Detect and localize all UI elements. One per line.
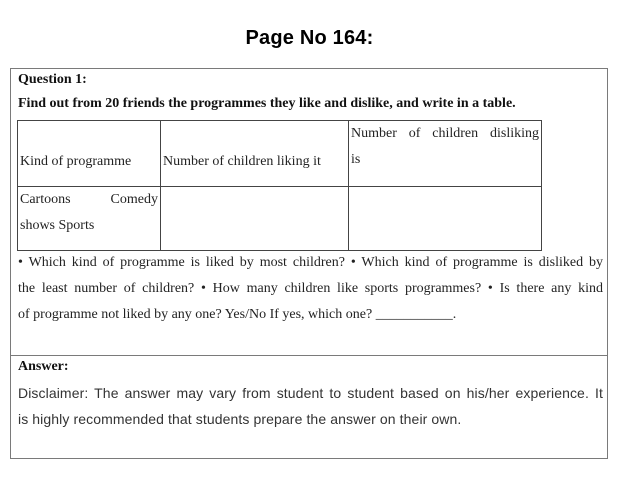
question-text: Find out from 20 friends the programmes they like and dislike, and write in a table.: [18, 96, 516, 111]
header-kind-of-programme: [18, 121, 161, 187]
answer-line-1-text: Disclaimer: The answer may vary from student to student based on his/her experience. It: [18, 385, 603, 401]
answer-heading: Answer:: [18, 359, 69, 374]
cell-kind-of-programme: [18, 187, 161, 251]
kind-line2: shows Sports: [20, 218, 95, 233]
table-row: [18, 187, 542, 251]
header-disliking-line1: [351, 121, 539, 147]
bullet-line-2-text: the least number of children? • How many children like sports programmes? • Is there any kind: [18, 281, 603, 296]
page-title: Page No 164:: [245, 27, 374, 49]
programme-survey-table: [17, 120, 542, 251]
kind-line1: [20, 187, 158, 213]
kind-comedy: Comedy: [110, 192, 158, 207]
section-divider: [11, 355, 607, 356]
header-children-liking: [161, 121, 349, 187]
cell-children-liking: [161, 187, 349, 251]
bullet-line-3: of programme not liked by any one? Yes/No If yes, which one? ___________.: [18, 307, 457, 322]
header-disliking-line1-text: Number of children disliking: [351, 126, 539, 141]
cell-children-disliking: [349, 187, 542, 251]
header-children-disliking: [349, 121, 542, 187]
answer-line-1: [18, 380, 603, 406]
answer-line-2: is highly recommended that students prepare the answer on their own.: [18, 411, 462, 427]
header-kind-label: Kind of programme: [20, 154, 132, 169]
question-heading: Question 1:: [18, 72, 87, 87]
header-liking-label: Number of children liking it: [163, 154, 321, 169]
bullet-line-2: [18, 276, 603, 302]
header-disliking-line2: is: [351, 152, 361, 167]
kind-cartoons: Cartoons: [20, 192, 71, 207]
question-bullets: [18, 250, 603, 328]
answer-text: [18, 380, 603, 432]
question-answer-box: [10, 68, 608, 459]
bullet-line-1-text: • Which kind of programme is liked by most children? • Which kind of programme is disliked by: [18, 255, 603, 270]
bullet-line-1: [18, 250, 603, 276]
table-header-row: [18, 121, 542, 187]
